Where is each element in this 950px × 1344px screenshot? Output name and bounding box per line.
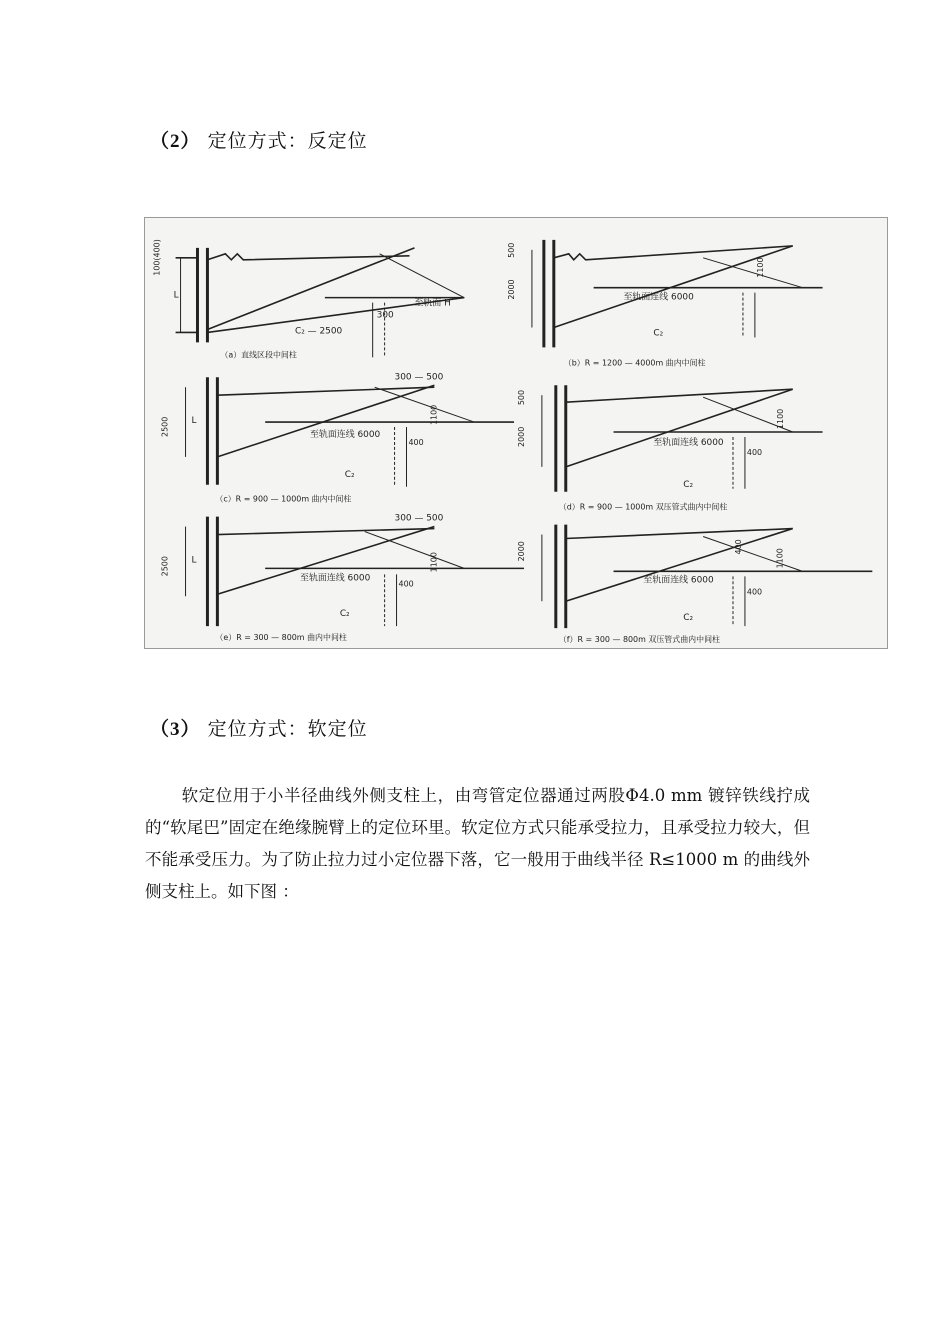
panel-f-label-5: C₂ <box>683 613 694 624</box>
panel-e-label-6: C₂ <box>339 609 350 620</box>
section-2-title: 定位方式：反定位 <box>207 130 368 152</box>
panel-a-caption: （a）直线区段中间柱 <box>220 350 297 360</box>
panel-e-label-4: 至轨面连线 6000 <box>300 573 371 584</box>
section-3-heading <box>150 714 368 741</box>
panel-f-label-1: 400 <box>733 539 743 555</box>
panel-c-caption: （c）R = 900 — 1000m 曲内中间柱 <box>215 494 352 504</box>
panel-d-label-1: 2000 <box>516 426 526 447</box>
panel-a-label-3: 300 <box>376 310 394 321</box>
panel-a-label-0: 100(400) <box>152 239 162 276</box>
panel-c-label-0: 2500 <box>160 416 170 437</box>
section-3-title: 定位方式：软定位 <box>207 718 368 740</box>
panel-d-label-3: 至轨面连线 6000 <box>653 437 724 448</box>
panel-a-label-4: C₂ — 2500 <box>295 326 343 337</box>
panel-b-label-4: C₂ <box>653 328 664 339</box>
panel-d-label-2: 1100 <box>775 408 785 430</box>
panel-f-caption: （f）R = 300 — 800m 双压管式曲内中间柱 <box>558 635 720 645</box>
panel-e-label-0: 2500 <box>160 556 170 577</box>
panel-a-label-2: 至轨面 H <box>414 298 451 309</box>
panel-c <box>161 372 514 503</box>
panel-e <box>161 514 524 642</box>
panel-c-label-6: C₂ <box>344 469 355 480</box>
panel-e-label-3: 1100 <box>429 552 439 573</box>
panel-e-caption: （e）R = 300 — 800m 曲内中间柱 <box>215 633 347 643</box>
section-3-number: （3） <box>150 719 201 740</box>
positioning-diagrams-figure <box>144 217 888 649</box>
panel-d-label-0: 500 <box>516 389 526 406</box>
panel-f-label-3: 至轨面连线 6000 <box>643 575 714 586</box>
panel-d <box>517 385 823 511</box>
panel-c-label-3: 1100 <box>429 404 439 426</box>
section-2-number: （2） <box>150 131 201 152</box>
panel-d-label-4: 400 <box>746 447 763 457</box>
panel-d-label-5: C₂ <box>683 479 694 490</box>
panel-c-label-2: 300 — 500 <box>394 372 444 383</box>
panel-a <box>153 239 465 359</box>
panel-b-label-0: 500 <box>507 242 517 258</box>
panel-f-label-0: 2000 <box>516 541 526 562</box>
soft-positioning-paragraph <box>145 780 810 908</box>
panel-b-label-1: 2000 <box>507 279 517 300</box>
panel-f-label-4: 400 <box>746 587 763 597</box>
panel-f-label-2: 1100 <box>775 548 785 569</box>
panel-c-label-4: 至轨面连线 6000 <box>309 429 381 440</box>
paragraph-text: 软定位用于小半径曲线外侧支柱上，由弯管定位器通过两股Φ4.0 mm 镀锌铁线拧成的“软尾巴”固定在绝缘腕臂上的定位环里。软定位方式只能承受拉力，且承受拉力较大，但不能承受压力。为了防止拉力过小定位器下落，它一般用于曲线半径 R≤1000 m 的曲线外侧支柱上。如下图 ： <box>145 786 810 901</box>
panel-e-label-5: 400 <box>398 579 414 589</box>
section-2-heading <box>150 126 368 153</box>
panel-f <box>517 525 872 644</box>
panel-b-label-3: 至轨面连线 6000 <box>623 292 694 303</box>
panel-e-label-1: L <box>191 555 197 566</box>
panel-e-label-2: 300 — 500 <box>394 513 444 524</box>
panel-d-caption: （d）R = 900 — 1000m 双压管式曲内中间柱 <box>558 502 728 512</box>
panel-c-label-5: 400 <box>408 437 424 447</box>
panel-b-label-2: 1100 <box>755 257 765 278</box>
panel-c-label-1: L <box>191 416 197 427</box>
panel-a-label-1: L <box>173 290 179 301</box>
panel-b-caption: （b）R = 1200 — 4000m 曲内中间柱 <box>563 358 706 368</box>
panel-b <box>507 240 823 367</box>
